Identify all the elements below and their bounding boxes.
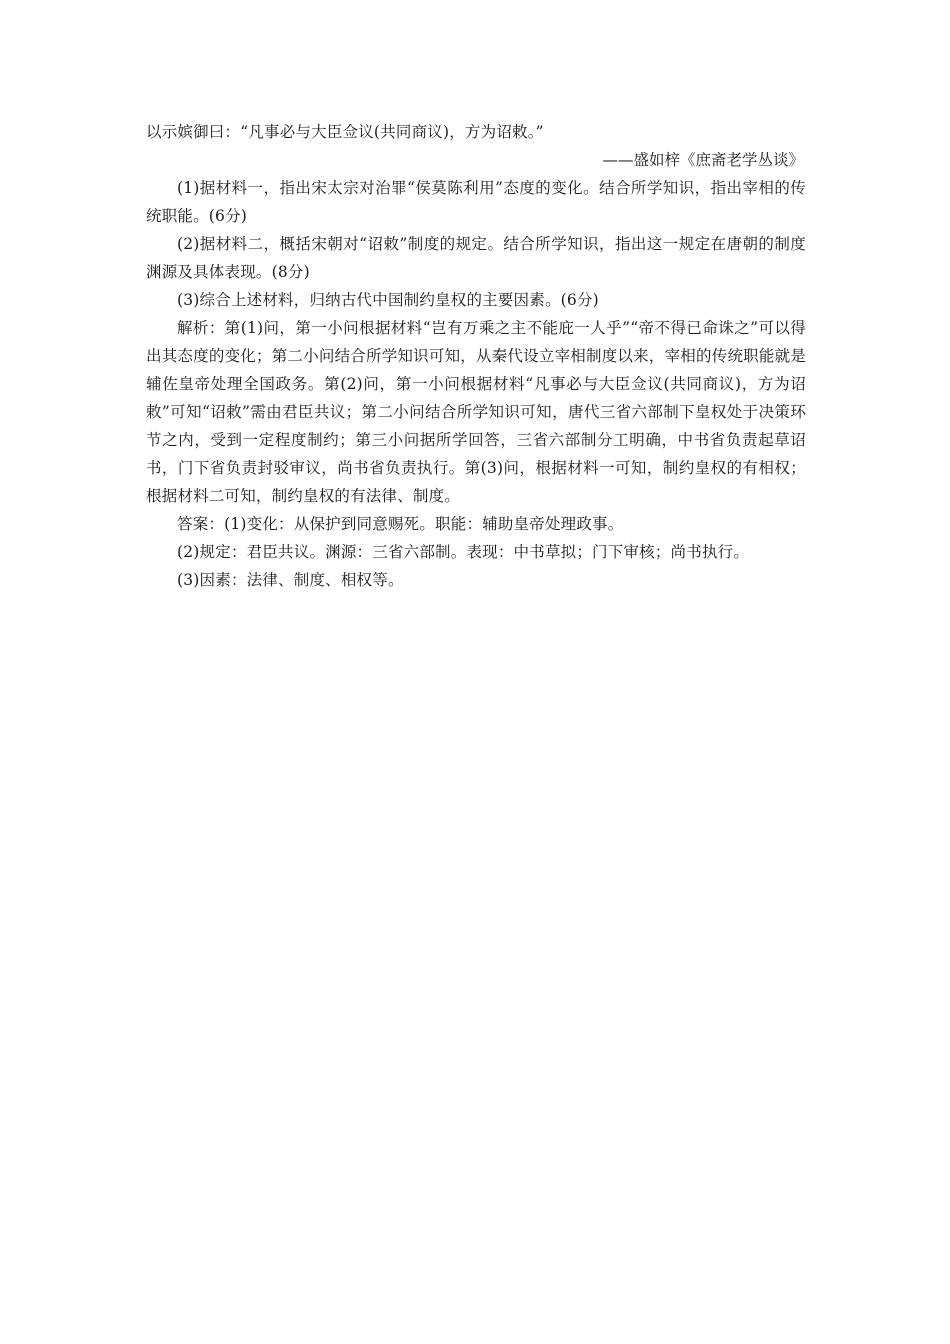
document-page — [146, 118, 806, 594]
question-3: (3)综合上述材料，归纳古代中国制约皇权的主要因素。(6分) — [177, 291, 599, 309]
answer-3: (3)因素：法律、制度、相权等。 — [177, 571, 404, 589]
answer-1: 答案：(1)变化：从保护到同意赐死。职能：辅助皇帝处理政事。 — [177, 515, 624, 533]
question-1: (1)据材料一，指出宋太宗对治罪“侯莫陈利用”态度的变化。结合所学知识，指出宰相的传统职能。(6分) — [146, 179, 806, 225]
quote-source: ——盛如梓《庶斋老学丛谈》 — [602, 151, 804, 169]
quote-line: 以示嫔御曰：“凡事必与大臣佥议(共同商议)，方为诏敕。” — [146, 123, 544, 141]
analysis-paragraph: 解析：第(1)问，第一小问根据材料“岂有万乘之主不能庇一人乎”“帝不得已命诛之”可以得出其态度的变化；第二小问结合所学知识可知，从秦代设立宰相制度以来，宰相的传统职能就是辅佐皇帝处理全国政务。第(2)问，第一小问根据材料“凡事必与大臣佥议(共同商议)，方为诏敕”可知“诏敕”需由君臣共议；第二小问结合所学知识可知，唐代三省六部制下皇权处于决策环节之内，受到一定程度制约；第三小问据所学回答，三省六部制分工明确，中书省负责起草诏书，门下省负责封驳审议，尚书省负责执行。第(3)问，根据材料一可知，制约皇权的有相权；根据材料二可知，制约皇权的有法律、制度。 — [146, 319, 806, 505]
question-2: (2)据材料二，概括宋朝对“诏敕”制度的规定。结合所学知识，指出这一规定在唐朝的制度渊源及具体表现。(8分) — [146, 235, 806, 281]
answer-2: (2)规定：君臣共议。渊源：三省六部制。表现：中书草拟；门下审核；尚书执行。 — [177, 543, 750, 561]
